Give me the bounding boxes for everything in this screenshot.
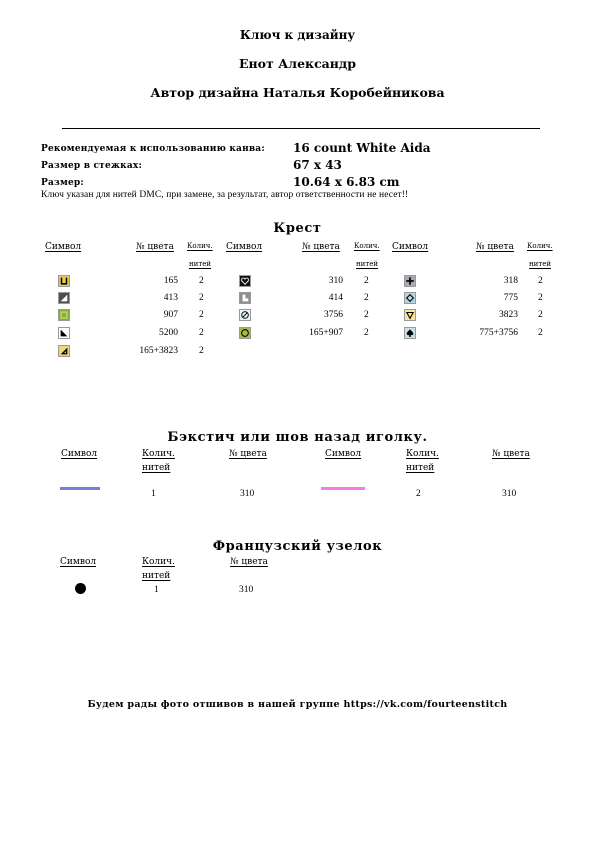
slash-triangle-icon [58, 345, 70, 357]
cross-thread-count: 2 [199, 310, 204, 320]
backstitch-line-symbol-2 [321, 487, 365, 490]
dmc-note: Ключ указан для нитей DMC, при замене, за результат, автор ответственности не несет!! [41, 190, 409, 200]
backstitch-section-title: Бэкстич или шов назад иголку. [167, 430, 428, 445]
backstitch-col-count-1: Колич. [142, 449, 175, 459]
spade-icon [404, 327, 416, 339]
u-bracket-icon [58, 275, 70, 287]
down-triangle-icon [404, 309, 416, 321]
cross-color-number: 3823 [499, 310, 518, 320]
cross-col-color-3: № цвета [476, 242, 514, 252]
knot-count-1: 1 [154, 585, 159, 595]
half-triangle-icon [58, 292, 70, 304]
cross-color-number: 907 [163, 310, 178, 320]
cross-col-color-2: № цвета [302, 242, 340, 252]
design-name: Енот Александр [238, 56, 357, 71]
key-title: Ключ к дизайну [239, 28, 356, 42]
cross-thread-count: 2 [364, 328, 369, 338]
plus-icon [404, 275, 416, 287]
backstitch-col-color-2: № цвета [492, 449, 530, 459]
cross-thread-count: 2 [199, 293, 204, 303]
cross-col-symbol-3: Символ [392, 242, 429, 252]
backstitch-count-2: 2 [416, 489, 421, 499]
cross-col-count-1: Колич. [187, 242, 213, 250]
cross-section-title: Крест [273, 221, 322, 236]
cross-thread-count: 2 [364, 310, 369, 320]
cross-thread-count: 2 [538, 293, 543, 303]
cross-col-symbol-1: Символ [45, 242, 82, 252]
cross-thread-count: 2 [364, 293, 369, 303]
cross-color-number: 775 [503, 293, 518, 303]
cross-col-count-2: Колич. [354, 242, 380, 250]
french-knot-dot-icon [75, 583, 86, 594]
backstitch-color-2: 310 [502, 489, 517, 499]
stitches-value: 67 x 43 [293, 158, 342, 172]
l-shape-icon [239, 292, 251, 304]
cross-thread-count: 2 [199, 346, 204, 356]
cross-thread-count: 2 [538, 310, 543, 320]
cross-col-count2-1: нитей [189, 260, 212, 268]
cross-thread-count: 2 [199, 328, 204, 338]
diamond-icon [404, 292, 416, 304]
cross-thread-count: 2 [538, 276, 543, 286]
cross-color-number: 775+3756 [479, 328, 518, 338]
size-label: Размер: [41, 178, 84, 188]
cross-color-number: 5200 [159, 328, 178, 338]
french-knot-section-title: Французский узелок [212, 539, 383, 554]
square-outline-icon [58, 309, 70, 321]
knot-col-count2: нитей [142, 571, 171, 581]
cross-color-number: 318 [503, 276, 518, 286]
backstitch-count-1: 1 [151, 489, 156, 499]
circle-slash-icon [239, 309, 251, 321]
cross-col-color-1: № цвета [136, 242, 174, 252]
cross-color-number: 310 [328, 276, 343, 286]
heart-icon [239, 275, 251, 287]
backstitch-col-count2-2: нитей [406, 463, 435, 473]
backstitch-col-count2-1: нитей [142, 463, 171, 473]
canvas-label: Рекомендуемая к использованию канва: [41, 144, 265, 154]
knot-col-count: Колич. [142, 557, 175, 567]
backstitch-line-symbol-1 [60, 487, 100, 490]
cross-color-number: 165+907 [309, 328, 343, 338]
cross-col-count2-3: нитей [529, 260, 552, 268]
circle-outline-icon [239, 327, 251, 339]
cross-color-number: 3756 [324, 310, 343, 320]
separator-line [62, 128, 540, 129]
backstitch-col-color-1: № цвета [229, 449, 267, 459]
size-value: 10.64 x 6.83 cm [293, 175, 400, 189]
stitches-label: Размер в стежках: [41, 161, 142, 171]
cross-col-count2-2: нитей [356, 260, 379, 268]
cross-col-count-3: Колич. [527, 242, 553, 250]
backstitch-col-symbol-1: Символ [61, 449, 98, 459]
cross-color-number: 413 [163, 293, 178, 303]
cross-thread-count: 2 [364, 276, 369, 286]
cross-thread-count: 2 [199, 276, 204, 286]
cross-color-number: 414 [328, 293, 343, 303]
knot-col-symbol: Символ [60, 557, 97, 567]
backstitch-color-1: 310 [240, 489, 255, 499]
knot-col-color: № цвета [230, 557, 268, 567]
cross-thread-count: 2 [538, 328, 543, 338]
design-author: Автор дизайна Наталья Коробейникова [150, 85, 445, 100]
corner-triangle-icon [58, 327, 70, 339]
footer-note: Будем рады фото отшивов в нашей группе https://vk.com/fourteenstitch [87, 699, 508, 710]
cross-color-number: 165 [163, 276, 178, 286]
backstitch-col-count-2: Колич. [406, 449, 439, 459]
cross-color-number: 165+3823 [139, 346, 178, 356]
backstitch-col-symbol-2: Символ [325, 449, 362, 459]
canvas-value: 16 count White Aida [293, 141, 431, 155]
cross-col-symbol-2: Символ [226, 242, 263, 252]
knot-color-1: 310 [239, 585, 254, 595]
